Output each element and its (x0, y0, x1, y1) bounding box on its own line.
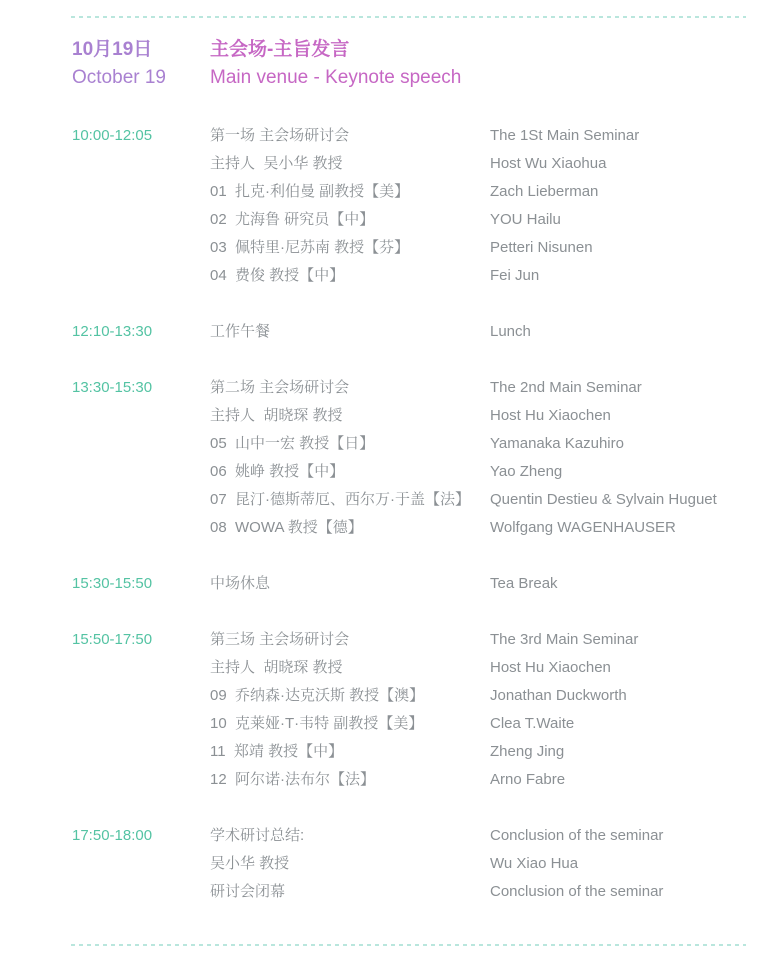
time-range: 12:10-13:30 (72, 323, 153, 340)
item-text-english: YOU Hailu (490, 211, 561, 228)
time-range (72, 458, 210, 486)
time-range (72, 682, 210, 710)
item-text-english: Arno Fabre (490, 771, 566, 788)
time-range: 15:50-17:50 (72, 631, 153, 648)
item-text-chinese: 学术研讨总结: (210, 827, 305, 844)
schedule-row (72, 710, 774, 738)
schedule-row (72, 514, 774, 542)
item-text-chinese: 11 郑靖 教授【中】 (210, 743, 344, 760)
schedule-row (72, 178, 774, 206)
time-range (72, 234, 210, 262)
schedule-row (72, 822, 774, 850)
time-range (72, 178, 210, 206)
venue-title-chinese: 主会场-主旨发言 (210, 39, 350, 60)
item-text-chinese: 主持人 胡晓琛 教授 (210, 407, 343, 424)
schedule-row (72, 458, 774, 486)
schedule-row (72, 430, 774, 458)
schedule-row (72, 402, 774, 430)
time-range (72, 150, 210, 178)
schedule-row (72, 654, 774, 682)
bottom-dashed-divider (71, 944, 746, 946)
schedule-row (72, 878, 774, 906)
schedule-row (72, 122, 774, 150)
item-text-chinese: 研讨会闭幕 (210, 883, 286, 900)
time-range (72, 402, 210, 430)
item-text-chinese: 主持人 吴小华 教授 (210, 155, 343, 172)
item-text-chinese: 吴小华 教授 (210, 855, 290, 872)
item-text-english: Fei Jun (490, 267, 540, 284)
item-text-chinese: 工作午餐 (210, 323, 271, 340)
schedule-row (72, 318, 774, 346)
item-text-chinese: 第三场 主会场研讨会 (210, 631, 350, 648)
item-text-chinese: 10 克莱娅·T·韦特 副教授【美】 (210, 715, 424, 732)
schedule-row (72, 374, 774, 402)
time-range (72, 878, 210, 906)
item-text-english: Wu Xiao Hua (490, 855, 579, 872)
item-text-chinese: 04 费俊 教授【中】 (210, 267, 345, 284)
schedule-row (72, 234, 774, 262)
item-text-chinese: 12 阿尔诺·法布尔【法】 (210, 771, 376, 788)
item-text-chinese: 01 扎克·利伯曼 副教授【美】 (210, 183, 410, 200)
item-text-english: Host Hu Xiaochen (490, 407, 611, 424)
time-range (72, 486, 210, 514)
item-text-english: Yamanaka Kazuhiro (490, 435, 624, 452)
item-text-english: Yao Zheng (490, 463, 563, 480)
item-text-english: Host Wu Xiaohua (490, 155, 607, 172)
item-text-chinese: 06 姚峥 教授【中】 (210, 463, 345, 480)
item-text-english: The 3rd Main Seminar (490, 631, 639, 648)
time-range: 15:30-15:50 (72, 575, 153, 592)
item-text-english: The 1St Main Seminar (490, 127, 640, 144)
venue-title-english: Main venue - Keynote speech (210, 67, 462, 88)
time-range (72, 710, 210, 738)
schedule-block (72, 374, 774, 542)
schedule-row (72, 850, 774, 878)
item-text-chinese: 09 乔纳森·达克沃斯 教授【澳】 (210, 687, 425, 704)
item-text-english: Petteri Nisunen (490, 239, 593, 256)
item-text-english: Conclusion of the seminar (490, 827, 664, 844)
schedule-row (72, 766, 774, 794)
schedule-block (72, 318, 774, 346)
schedule-row (72, 206, 774, 234)
schedule-block (72, 626, 774, 794)
item-text-english: The 2nd Main Seminar (490, 379, 642, 396)
time-range (72, 514, 210, 542)
schedule-row (72, 738, 774, 766)
item-text-chinese: 第一场 主会场研讨会 (210, 127, 350, 144)
item-text-chinese: 中场休息 (210, 575, 271, 592)
top-dashed-divider (71, 16, 746, 18)
schedule-row (72, 262, 774, 290)
program-header (72, 36, 461, 92)
time-range (72, 262, 210, 290)
schedule-row (72, 150, 774, 178)
time-range: 10:00-12:05 (72, 127, 153, 144)
item-text-english: Host Hu Xiaochen (490, 659, 611, 676)
item-text-english: Zach Lieberman (490, 183, 599, 200)
item-text-chinese: 07 昆汀·德斯蒂厄、西尔万·于盖【法】 (210, 491, 471, 508)
time-range (72, 206, 210, 234)
date-english: October 19 (72, 67, 166, 88)
schedule-row (72, 626, 774, 654)
item-text-english: Jonathan Duckworth (490, 687, 627, 704)
item-text-chinese: 03 佩特里·尼苏南 教授【芬】 (210, 239, 410, 256)
title-column (210, 36, 461, 92)
item-text-english: Wolfgang WAGENHAUSER (490, 519, 676, 536)
item-text-english: Tea Break (490, 575, 558, 592)
schedule-row (72, 486, 774, 514)
item-text-english: Clea T.Waite (490, 715, 575, 732)
time-range (72, 430, 210, 458)
time-range: 13:30-15:30 (72, 379, 153, 396)
item-text-chinese: 05 山中一宏 教授【日】 (210, 435, 375, 452)
time-range (72, 654, 210, 682)
item-text-english: Quentin Destieu & Sylvain Huguet (490, 491, 717, 508)
schedule-block (72, 822, 774, 906)
item-text-chinese: 主持人 胡晓琛 教授 (210, 659, 343, 676)
schedule-block (72, 122, 774, 290)
date-column (72, 36, 210, 92)
time-range (72, 766, 210, 794)
date-chinese: 10月19日 (72, 39, 153, 60)
item-text-english: Conclusion of the seminar (490, 883, 664, 900)
schedule-row (72, 570, 774, 598)
time-range: 17:50-18:00 (72, 827, 153, 844)
schedule-row (72, 682, 774, 710)
schedule-block (72, 570, 774, 598)
time-range (72, 738, 210, 766)
time-range (72, 850, 210, 878)
item-text-english: Lunch (490, 323, 531, 340)
item-text-english: Zheng Jing (490, 743, 565, 760)
item-text-chinese: 08 WOWA 教授【德】 (210, 519, 363, 536)
schedule-table (72, 122, 774, 906)
item-text-chinese: 02 尤海鲁 研究员【中】 (210, 211, 375, 228)
item-text-chinese: 第二场 主会场研讨会 (210, 379, 350, 396)
